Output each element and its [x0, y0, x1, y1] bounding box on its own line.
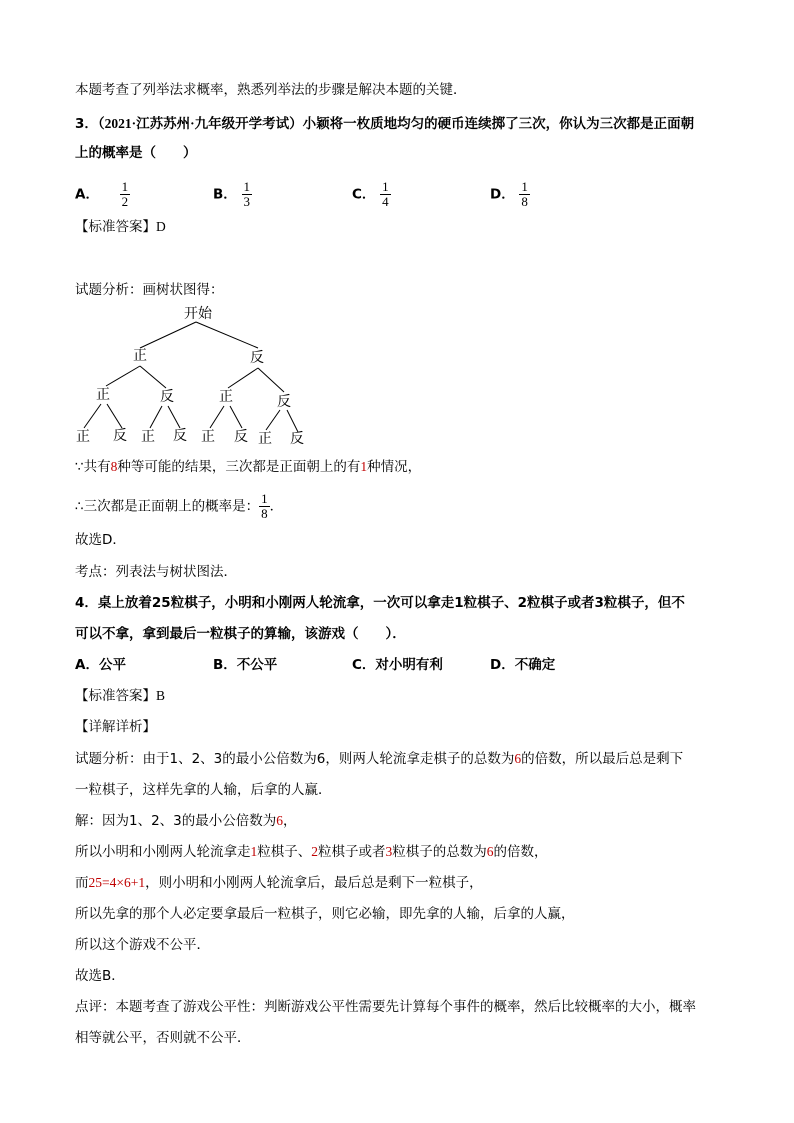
q4-stem-line2: 可以不拿，拿到最后一粒棋子的算输，该游戏（ ）． [75, 626, 406, 642]
tree-node-l2-0: 正 [96, 387, 110, 403]
q4-answer-value: B [156, 688, 166, 703]
q3-stem-line2: 上的概率是（ ） [75, 145, 197, 161]
q4-comment-line2: 相等就公平，否则就不公平． [75, 1030, 251, 1046]
tree-node-l3-2: 正 [141, 429, 155, 445]
intro-line: 本题考查了列举法求概率，熟悉列举法的步骤是解决本题的关键． [75, 82, 467, 98]
q3-option-d-fraction: $\frac{1}{8}$ [521, 179, 528, 209]
q3-option-b: B． $\frac{1}{3}$ [213, 179, 250, 209]
tree-node-l3-6: 正 [258, 431, 272, 447]
q4-number: 4． [75, 595, 98, 611]
q4-analysis-line1: 试题分析：由于1、2、3的最小公倍数为6，则两人轮流拿走棋子的总数为6的倍数，所以最后总是剩下 [75, 751, 684, 767]
q4-analysis-line4: 所以小明和小刚两人轮流拿走1粒棋子、2粒棋子或者3粒棋子的总数为6的倍数， [75, 844, 548, 860]
q3-probability-fraction: $\frac{1}{8}$ [261, 491, 268, 521]
tree-node-l3-5: 反 [234, 429, 248, 445]
q4-analysis-line6: 所以先拿的那个人必定要拿最后一粒棋子，则它必输，即先拿的人输，后拿的人赢， [75, 906, 575, 922]
q4-answer-label: 【标准答案】 [75, 688, 156, 704]
tree-node-l3-0: 正 [76, 429, 90, 445]
q4-option-c: C．对小明有利 [352, 657, 443, 673]
tree-node-l3-7: 反 [290, 431, 304, 447]
q3-stem1: 小颖将一枚质地均匀的硬币连续掷了三次，你认为三次都是正面朝 [302, 116, 695, 132]
q4-option-d: D．不确定 [490, 657, 556, 673]
q4-analysis-line2: 一粒棋子，这样先拿的人输，后拿的人赢． [75, 782, 332, 798]
q4-comment-line1: 点评：本题考查了游戏公平性：判断游戏公平性需要先计算每个事件的概率，然后比较概率的大小，概率 [75, 999, 696, 1015]
q3-option-b-fraction: $\frac{1}{3}$ [243, 179, 250, 209]
q3-analysis-title: 试题分析：画树状图得： [75, 282, 224, 298]
q3-answer-value: D [156, 219, 166, 234]
q3-count-total: 8 [110, 459, 118, 474]
tree-node-l1-0: 正 [133, 348, 147, 364]
q3-count-favorable: 1 [360, 459, 368, 474]
q3-option-a: A． $\frac{1}{2}$ [75, 179, 129, 209]
q4-analysis-line3: 解：因为1、2、3的最小公倍数为6， [75, 813, 297, 829]
tree-node-l3-1: 反 [113, 428, 127, 444]
q4-analysis-line5: 而25=4×6+1，则小明和小刚两人轮流拿后，最后总是剩下一粒棋子， [75, 875, 483, 891]
q4-stem1: 桌上放着25粒棋子，小明和小刚两人轮流拿，一次可以拿走1粒棋子、2粒棋子或者3粒棋子，但不 [97, 595, 685, 611]
q3-therefore-line: ∴三次都是正面朝上的概率是： $\frac{1}{8}$ ． [75, 491, 284, 521]
tree-node-l1-1: 反 [250, 350, 264, 366]
q3-option-a-fraction: $\frac{1}{2}$ [121, 179, 129, 209]
tree-node-l3-3: 反 [173, 428, 187, 444]
q3-number: 3． [75, 116, 98, 132]
q3-kaodian: 考点：列表法与树状图法． [75, 564, 237, 580]
q4-stem-line1 [75, 593, 685, 613]
tree-root: 开始 [184, 306, 212, 322]
q3-choose: 故选D． [75, 532, 126, 548]
tree-node-l2-1: 反 [160, 389, 174, 405]
q3-because-line: ∵共有8种等可能的结果，三次都是正面朝上的有1种情况， [75, 459, 422, 475]
tree-node-l3-4: 正 [201, 429, 215, 445]
q4-answer [75, 686, 165, 706]
tree-node-l2-2: 正 [219, 389, 233, 405]
tree-node-l2-3: 反 [277, 394, 291, 410]
q4-choose: 故选B． [75, 968, 125, 984]
q3-answer-label: 【标准答案】 [75, 219, 156, 235]
q4-option-a: A．公平 [75, 657, 126, 673]
q4-analysis-line7: 所以这个游戏不公平． [75, 937, 210, 953]
q3-option-d: D． $\frac{1}{8}$ [490, 179, 528, 209]
q3-source: （2021·江苏苏州·九年级开学考试） [97, 116, 303, 131]
q4-detail-label: 【详解详析】 [75, 719, 156, 735]
q3-option-c-fraction: $\frac{1}{4}$ [382, 179, 389, 209]
q4-option-b: B．不公平 [213, 657, 278, 673]
q3-option-c: C． $\frac{1}{4}$ [352, 179, 389, 209]
